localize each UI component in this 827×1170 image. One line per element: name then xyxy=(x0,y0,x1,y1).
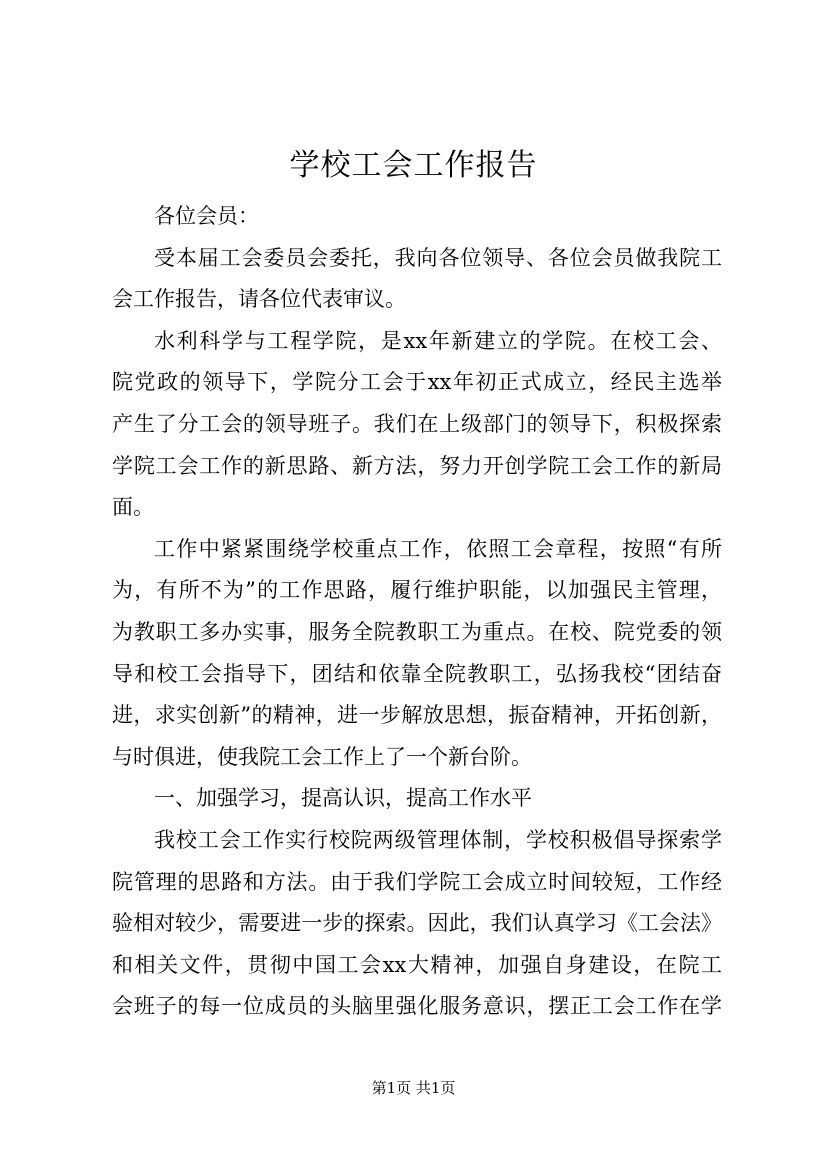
body-line: 会工作报告，请各位代表审议。 xyxy=(112,287,406,312)
body-line: 一、加强学习，提高认识，提高工作水平 xyxy=(154,786,532,811)
body-line: 受本届工会委员会委托，我向各位领导、各位会员做我院工 xyxy=(154,245,722,270)
body-line: 与时俱进，使我院工会工作上了一个新台阶。 xyxy=(112,744,532,769)
body-line: 各位会员： xyxy=(154,204,259,228)
body-line: 院管理的思路和方法。由于我们学院工会成立时间较短，工作经 xyxy=(112,869,722,894)
body-line: 为教职工多办实事，服务全院教职工为重点。在校、院党委的领 xyxy=(112,619,722,644)
body-line: 水利科学与工程学院，是xx年新建立的学院。在校工会、 xyxy=(154,328,722,353)
body-line: 我校工会工作实行校院两级管理体制，学校积极倡导探索学 xyxy=(154,827,722,852)
body-line: 面。 xyxy=(112,495,154,520)
body-line: 为，有所不为”的工作思路，履行维护职能，以加强民主管理， xyxy=(112,578,722,603)
body-line: 和相关文件，贯彻中国工会xx大精神，加强自身建设，在院工 xyxy=(112,952,722,977)
body-line: 工作中紧紧围绕学校重点工作，依照工会章程，按照“有所 xyxy=(154,536,722,561)
document-title: 学校工会工作报告 xyxy=(289,148,538,183)
body-line: 院党政的领导下，学院分工会于xx年初正式成立，经民主选举 xyxy=(112,370,722,395)
body-line: 产生了分工会的领导班子。我们在上级部门的领导下，积极探索 xyxy=(112,411,722,436)
body-line: 验相对较少，需要进一步的探索。因此，我们认真学习《工会法》 xyxy=(112,911,722,936)
body-line: 学院工会工作的新思路、新方法，努力开创学院工会工作的新局 xyxy=(112,453,722,478)
body-line: 导和校工会指导下，团结和依靠全院教职工，弘扬我校“团结奋 xyxy=(112,661,722,686)
document-body xyxy=(112,196,722,1028)
body-line: 进，求实创新”的精神，进一步解放思想，振奋精神，开拓创新， xyxy=(112,703,722,728)
page-footer: 第1页 共1页 xyxy=(371,1079,456,1097)
body-line: 会班子的每一位成员的头脑里强化服务意识，摆正工会工作在学 xyxy=(112,994,722,1019)
